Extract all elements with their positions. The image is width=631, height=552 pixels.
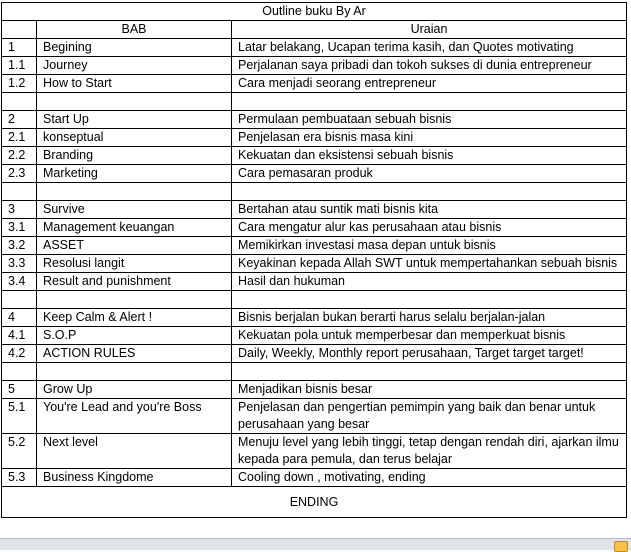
table-title: Outline buku By Ar xyxy=(2,3,627,21)
cell-no: 1.2 xyxy=(2,75,37,93)
table-row xyxy=(2,201,627,219)
cell-uraian: Penjelasan dan pengertian pemimpin yang baik dan benar untuk perusahaan yang besar xyxy=(232,399,627,434)
cell-bab xyxy=(37,291,232,309)
table-row xyxy=(2,237,627,255)
table-row xyxy=(2,129,627,147)
cell-bab xyxy=(37,363,232,381)
table-row xyxy=(2,93,627,111)
cell-bab: Begining xyxy=(37,39,232,57)
status-bar xyxy=(0,538,631,550)
cell-no: 3 xyxy=(2,201,37,219)
table-row xyxy=(2,39,627,57)
cell-bab: ASSET xyxy=(37,237,232,255)
cell-uraian: Penjelasan era bisnis masa kini xyxy=(232,129,627,147)
cell-no: 2 xyxy=(2,111,37,129)
table-row xyxy=(2,434,627,469)
outline-table xyxy=(1,2,627,518)
cell-bab: Next level xyxy=(37,434,232,469)
cell-uraian: Cara pemasaran produk xyxy=(232,165,627,183)
table-row xyxy=(2,309,627,327)
header-uraian: Uraian xyxy=(232,21,627,39)
cell-bab: Marketing xyxy=(37,165,232,183)
table-row xyxy=(2,469,627,487)
cell-bab: Result and punishment xyxy=(37,273,232,291)
table-row xyxy=(2,57,627,75)
table-row xyxy=(2,399,627,434)
cell-bab: Resolusi langit xyxy=(37,255,232,273)
table-row xyxy=(2,273,627,291)
cell-bab xyxy=(37,93,232,111)
cell-no: 4.2 xyxy=(2,345,37,363)
table-row xyxy=(2,291,627,309)
ending-row: ENDING xyxy=(2,487,627,518)
cell-no: 2.1 xyxy=(2,129,37,147)
table-row xyxy=(2,111,627,129)
cell-no xyxy=(2,291,37,309)
table-row xyxy=(2,255,627,273)
cell-uraian: Kekuatan dan eksistensi sebuah bisnis xyxy=(232,147,627,165)
table-row xyxy=(2,147,627,165)
cell-uraian: Bisnis berjalan bukan berarti harus selalu berjalan-jalan xyxy=(232,309,627,327)
table-row xyxy=(2,327,627,345)
cell-bab: You're Lead and you're Boss xyxy=(37,399,232,434)
cell-no: 3.4 xyxy=(2,273,37,291)
header-bab: BAB xyxy=(37,21,232,39)
cell-no: 5.2 xyxy=(2,434,37,469)
view-mode-icon[interactable] xyxy=(614,541,628,552)
cell-no: 3.3 xyxy=(2,255,37,273)
cell-uraian: Menuju level yang lebih tinggi, tetap dengan rendah diri, ajarkan ilmu kepada para pemula, dan terus belajar xyxy=(232,434,627,469)
cell-bab: Management keuangan xyxy=(37,219,232,237)
cell-no: 4.1 xyxy=(2,327,37,345)
cell-uraian: Kekuatan pola untuk memperbesar dan memperkuat bisnis xyxy=(232,327,627,345)
table-row xyxy=(2,381,627,399)
cell-uraian xyxy=(232,363,627,381)
cell-uraian: Daily, Weekly, Monthly report perusahaan, Target target target! xyxy=(232,345,627,363)
cell-bab: Start Up xyxy=(37,111,232,129)
cell-bab: How to Start xyxy=(37,75,232,93)
table-row xyxy=(2,165,627,183)
cell-no: 2.2 xyxy=(2,147,37,165)
cell-no: 1.1 xyxy=(2,57,37,75)
cell-uraian: Permulaan pembuataan sebuah bisnis xyxy=(232,111,627,129)
cell-bab: Journey xyxy=(37,57,232,75)
cell-no xyxy=(2,93,37,111)
cell-bab: konseptual xyxy=(37,129,232,147)
cell-bab: ACTION RULES xyxy=(37,345,232,363)
header-blank xyxy=(2,21,37,39)
cell-bab: S.O.P xyxy=(37,327,232,345)
cell-uraian: Perjalanan saya pribadi dan tokoh sukses di dunia entrepreneur xyxy=(232,57,627,75)
cell-uraian: Cara menjadi seorang entrepreneur xyxy=(232,75,627,93)
table-row xyxy=(2,219,627,237)
cell-no: 4 xyxy=(2,309,37,327)
cell-uraian: Memikirkan investasi masa depan untuk bisnis xyxy=(232,237,627,255)
cell-bab: Business Kingdome xyxy=(37,469,232,487)
cell-uraian xyxy=(232,93,627,111)
cell-bab: Branding xyxy=(37,147,232,165)
cell-uraian: Cooling down , motivating, ending xyxy=(232,469,627,487)
cell-no: 2.3 xyxy=(2,165,37,183)
cell-no: 5.1 xyxy=(2,399,37,434)
table-row xyxy=(2,363,627,381)
cell-no: 3.2 xyxy=(2,237,37,255)
cell-uraian xyxy=(232,183,627,201)
cell-uraian: Latar belakang, Ucapan terima kasih, dan Quotes motivating xyxy=(232,39,627,57)
cell-no: 5 xyxy=(2,381,37,399)
cell-uraian: Bertahan atau suntik mati bisnis kita xyxy=(232,201,627,219)
table-row xyxy=(2,75,627,93)
cell-no xyxy=(2,363,37,381)
cell-bab: Survive xyxy=(37,201,232,219)
table-row xyxy=(2,183,627,201)
cell-no xyxy=(2,183,37,201)
cell-bab: Keep Calm & Alert ! xyxy=(37,309,232,327)
cell-no: 1 xyxy=(2,39,37,57)
cell-bab: Grow Up xyxy=(37,381,232,399)
cell-uraian xyxy=(232,291,627,309)
cell-uraian: Hasil dan hukuman xyxy=(232,273,627,291)
cell-uraian: Keyakinan kepada Allah SWT untuk mempertahankan sebuah bisnis xyxy=(232,255,627,273)
cell-bab xyxy=(37,183,232,201)
cell-uraian: Cara mengatur alur kas perusahaan atau bisnis xyxy=(232,219,627,237)
cell-no: 5.3 xyxy=(2,469,37,487)
table-row xyxy=(2,345,627,363)
cell-uraian: Menjadikan bisnis besar xyxy=(232,381,627,399)
cell-no: 3.1 xyxy=(2,219,37,237)
